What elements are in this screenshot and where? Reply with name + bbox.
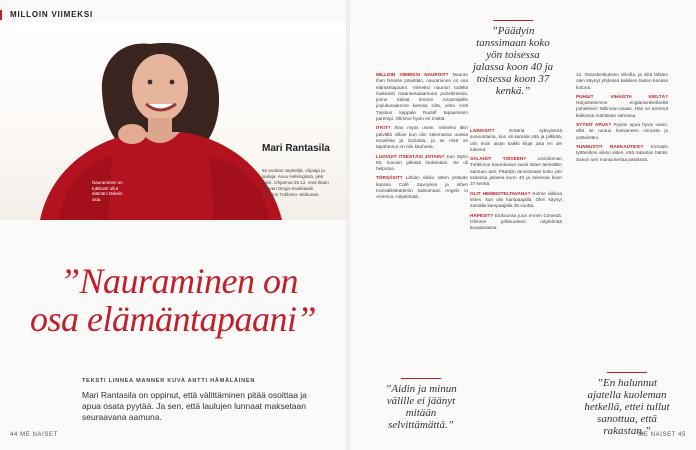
qa-1: MILLOIN VIIMEKSI NAUROIT? Nauran ihan hirveän päivittäin, nauraminen on osa elämäntapaani. Viimeksi nauroin todella makeasti maanantaiaamuna puhelimessa, jonne tulivat lemme Airosmäjelle joulukuvaamme kanssa siitä, onko Antti Tuiskun kappale Rudolf tapaamisen parempi. Olimme hyvin eri mieltä. xyxy=(376,72,468,122)
section-label: MILLOIN VIIMEKSI xyxy=(10,10,94,19)
headline-line-1: ”Nauraminen on xyxy=(60,261,299,301)
folio-left: 44 ME NAISET xyxy=(10,432,58,438)
qa-12: TUNNUSTIT RAKKAUTESI? Korvatin tyttärelleni viikko sitten, että rakastan häntä. Sanon sen monta kertaa päivässä. xyxy=(576,143,668,162)
qa-7: OLIT HEMMOTELTAVANA? Kolme viikkoa sitten, kun olin kampaajalla. Olen käynyt samalla kampaajalla 35 vuotta. xyxy=(470,190,562,209)
person-name: Mari Rantasila xyxy=(262,143,330,154)
qa-6: SALAISIT TOIVEEN? Levottoman Tuhkimon karonkassa vuosi sitten tanssittiin aamuun asti. Päädyin tanssimaan koko yön toisessa jalassa koon 40 ja toisessa koon 37 kenkä. xyxy=(470,156,562,187)
pull-quote-rule xyxy=(493,20,533,21)
pull-quote-1: ”Päädyin tanssimaan koko yön toisessa jalassa koon 40 ja toisessa koon 37 kenkä.” xyxy=(470,20,556,97)
qa-9: 12. Ostoskeskuksen viikolla, ja siitä lähtien olen käynyt yhdessä kaikkien lasten kanssa kotona. xyxy=(576,72,668,90)
article-column-3 xyxy=(576,72,668,166)
photo-caption: Nauraminen on tutkitusti ollut elämäni tärkein asia. xyxy=(92,180,123,202)
page-gutter xyxy=(346,0,350,450)
pull-quote-rule xyxy=(607,372,647,373)
folio-right: ME NAISET 45 xyxy=(638,432,686,438)
qa-11: SYYDIT APUA? Pyysin apua hyvin usein, sillä se tuntuu kasvaneen minusta ja ystävistäni. xyxy=(576,122,668,140)
pull-quote-2: ”Aidin ja minun välille ei jäänyt mitään selvittämättä.” xyxy=(378,378,464,431)
qa-8: HÄPESIT? Elokuussa juuri ennen Cirsestä. Olimme julkisuuteen näytelmää kuvaamassa. xyxy=(470,212,562,231)
pull-quote-3: ”En halunnut ajatella kuoleman hetkellä, ettei tullut sanottua, että rakastan.” xyxy=(584,372,670,437)
byline: TEKSTI LINNEA MANNER KUVA ANTTI HÄMÄLÄINEN xyxy=(82,378,256,384)
qa-3: LUOVUIT ITSESTÄSI JOTAIN? Kun täytin 60, luovuin pitkistä hiuksistani. Se oli helpotus. xyxy=(376,153,468,172)
article-column-2 xyxy=(470,128,562,234)
qa-4: TÖRSÄSIT? Lähdin viikko sitten ystävän kanssa Café Savoyssa ja sitten Kansallisteatteriin katsomaan Angels in America -näytelmää. xyxy=(376,175,468,200)
pull-quote-rule xyxy=(401,378,441,379)
qa-10: PUHUIT VIHAISTA KIELTÄ? Harjoittelemme englanninkieliseltä puhelimen Tallinnan-osaan. Hän on toiminut kaikessa mahtavan vahvana. xyxy=(576,93,668,118)
section-marker xyxy=(0,10,2,20)
qa-2: ITKIT? Ihan myös usein. Viimeksi itkin päivällä silloin kun olin lukemassa uutisia Israelista ja Gazasta, ja se mitä on tapahtunut on niin kauheaa. xyxy=(376,125,468,150)
person-bio: 61-vuotias näyttelijä, ohjaaja ja laulaja. Asuu Helsingissä, yksi lapsi. Ohjannut 25.12. ensi-iltaan tulevan Dingo-musikaalin Levoton Tuhkimo -elokuvan. xyxy=(262,168,329,197)
headline-quote xyxy=(30,261,320,339)
headline-line-2: osa elämäntapaani” xyxy=(30,299,317,339)
lead-paragraph: Mari Rantasila on oppinut, että välittäminen pitää osoittaa ja apua osata pyytää. Ja sen, että laulujen lunnaat maksetaan seuraavana aamuna. xyxy=(82,390,307,422)
qa-5: LAINASIT? Eräänä syksyisenä sunnuntaina, kun oli kamala sää ja pilkkää, otin esiin aivan kaikki kirjat joita en ole lukenut. xyxy=(470,128,562,152)
article-column-1 xyxy=(376,72,468,204)
